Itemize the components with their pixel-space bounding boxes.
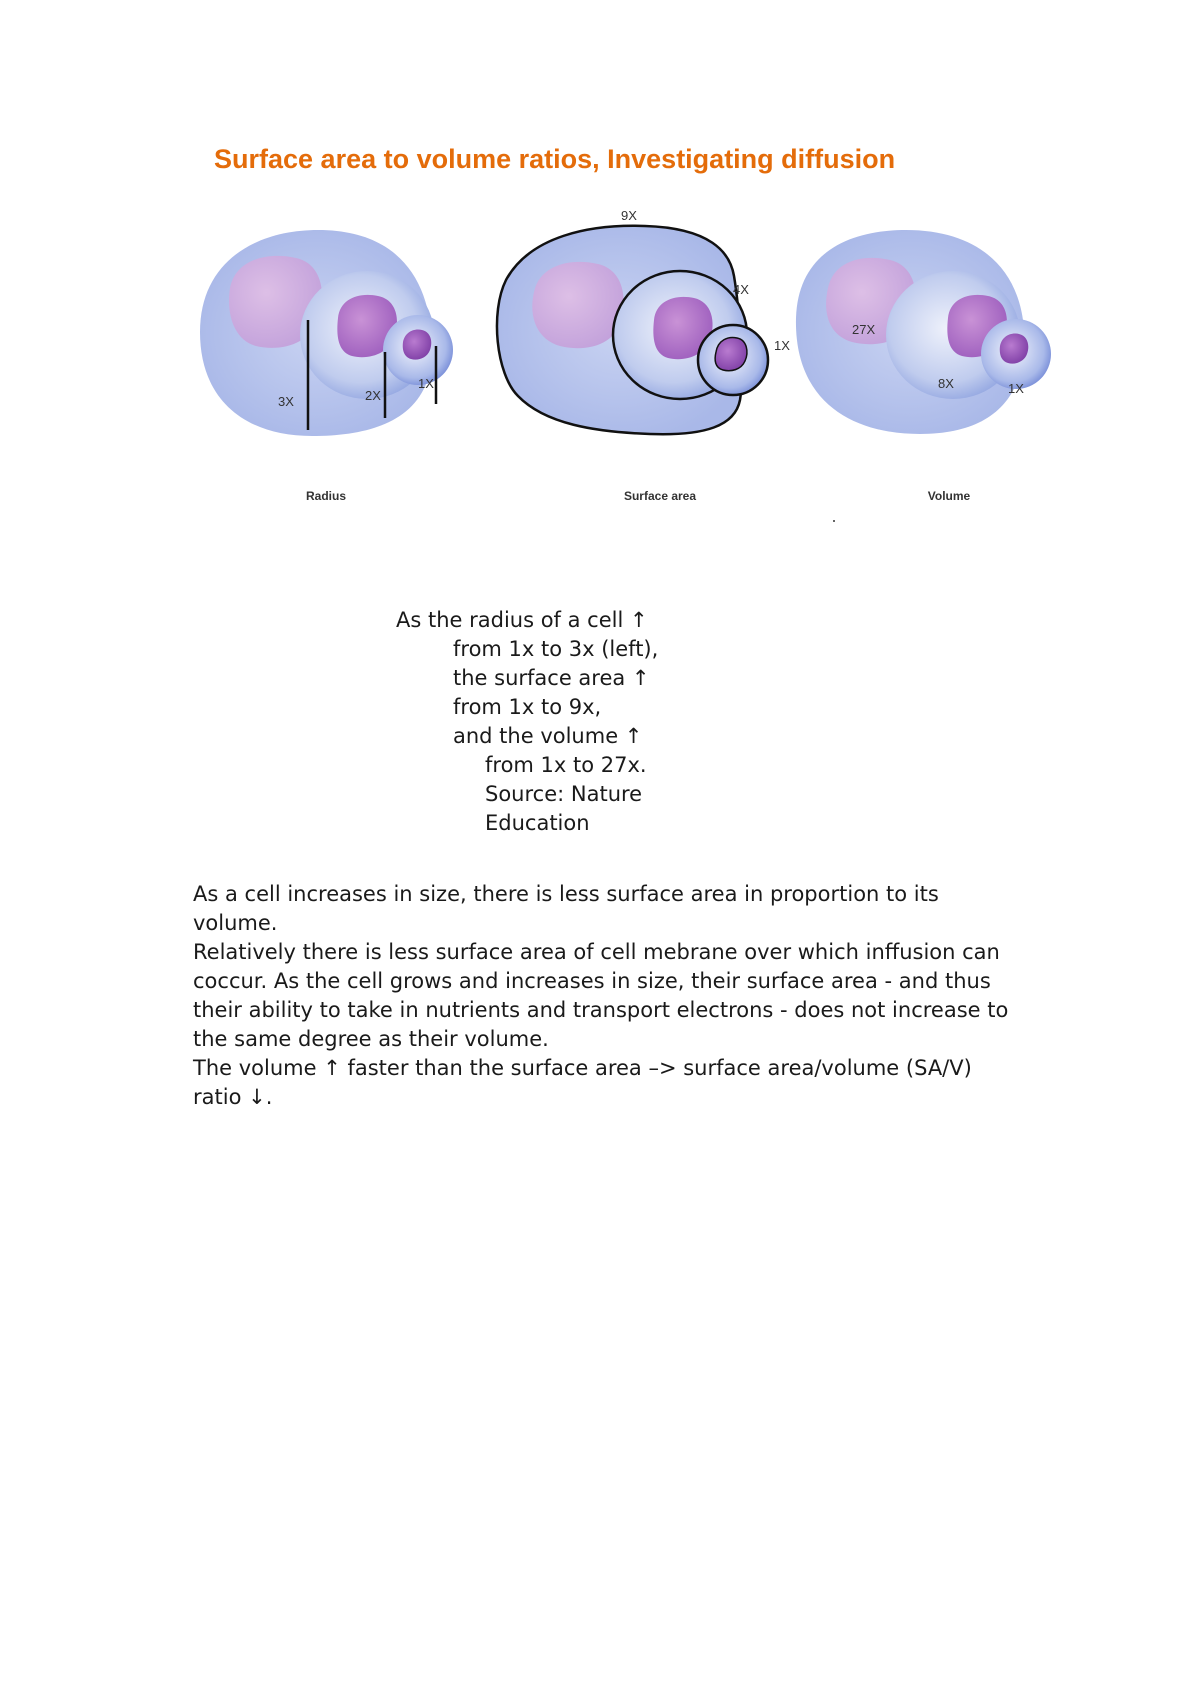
caption-line: Source: Nature — [485, 782, 643, 806]
caption-line: from 1x to 9x, — [453, 695, 602, 719]
caption-line: Education — [485, 811, 590, 835]
page-title: Surface area to volume ratios, Investigating diffusion — [214, 144, 896, 174]
radius-marker-3x: 3X — [278, 394, 294, 409]
surface-marker-9x: 9X — [621, 208, 637, 223]
caption-line: and the volume ↑ — [453, 724, 643, 748]
radius-marker-1x: 1X — [418, 376, 434, 391]
stray-dot — [833, 520, 835, 522]
surface-marker-4x: 4X — [733, 282, 749, 297]
body-text — [193, 880, 1013, 1112]
caption-line: from 1x to 3x (left), — [453, 637, 659, 661]
radius-marker-2x: 2X — [365, 388, 381, 403]
volume-marker-8x: 8X — [938, 376, 954, 391]
body-paragraph: The volume ↑ faster than the surface area –> surface area/volume (SA/V) ratio ↓. — [193, 1056, 972, 1109]
radius-panel — [200, 230, 453, 503]
surface-area-panel — [497, 208, 790, 503]
volume-label: Volume — [927, 489, 971, 503]
radius-label: Radius — [305, 489, 347, 503]
small-nucleus — [715, 338, 747, 371]
caption-line: As the radius of a cell ↑ — [396, 608, 648, 632]
cell-size-figure — [200, 200, 1080, 520]
body-paragraph: Relatively there is less surface area of cell mebrane over which inffusion can coccur. As the cell grows and increases in size, their surface area - and thus their ability to take in nutrients and transport electrons - does not increase to the same degree as their volume. — [193, 940, 1009, 1051]
figure-caption — [396, 606, 726, 838]
body-paragraph: As a cell increases in size, there is less surface area in proportion to its volume. — [193, 882, 939, 935]
volume-marker-27x: 27X — [852, 322, 876, 337]
volume-marker-1x: 1X — [1008, 381, 1024, 396]
large-nucleus — [532, 262, 623, 348]
caption-line: the surface area ↑ — [453, 666, 650, 690]
cell-size-diagram — [200, 200, 1080, 520]
surface-marker-1x: 1X — [774, 338, 790, 353]
volume-panel — [796, 230, 1051, 503]
caption-line: from 1x to 27x. — [485, 753, 647, 777]
surface-area-label: Surface area — [623, 489, 697, 503]
